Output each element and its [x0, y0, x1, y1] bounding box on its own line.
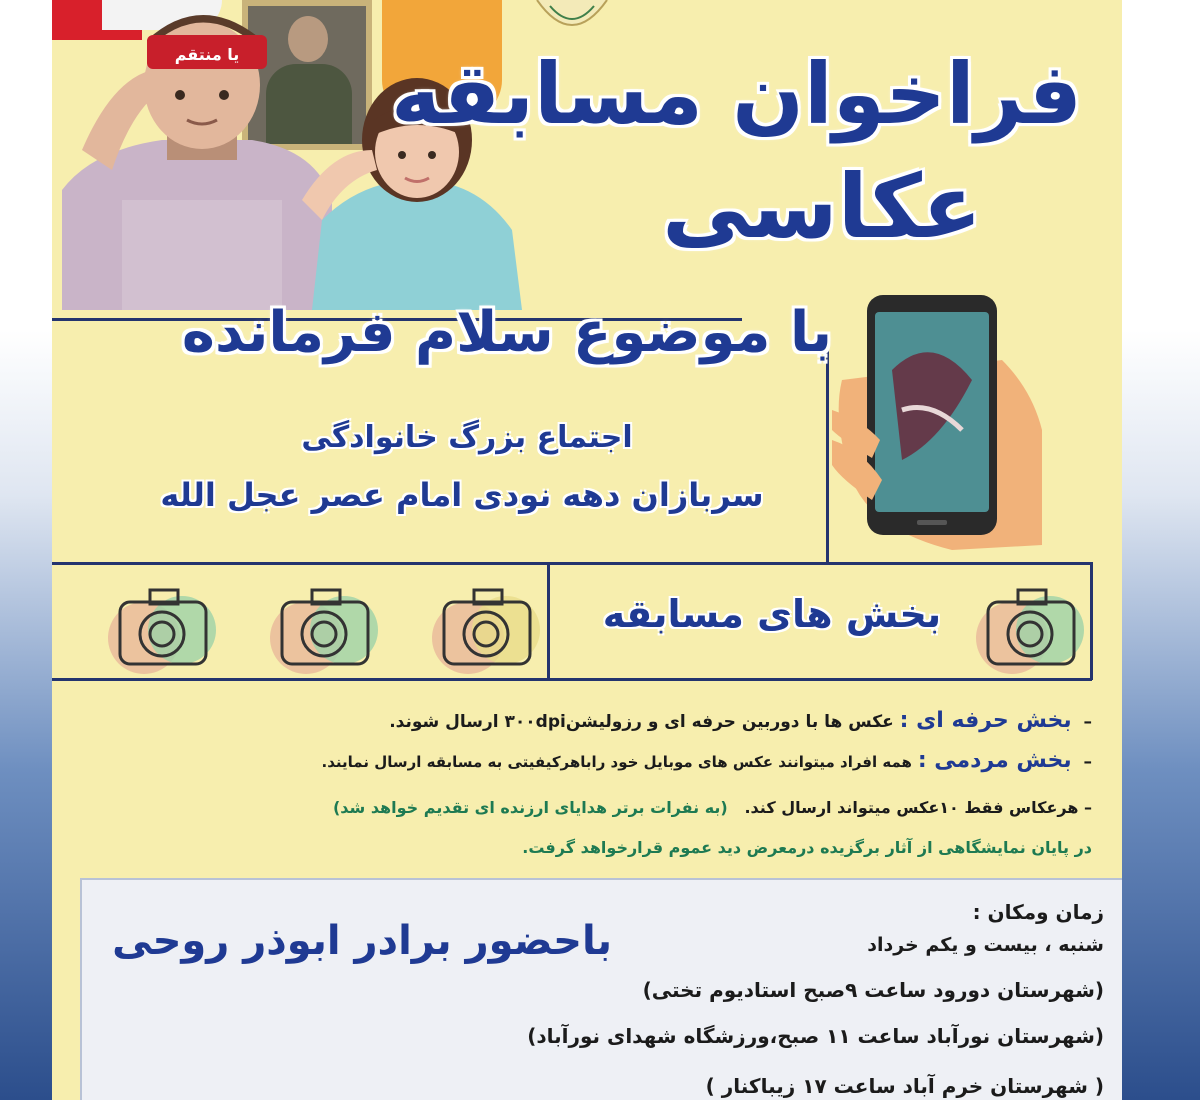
title-line-1: فراخوان مسابقه — [391, 45, 1082, 143]
event-line-2: سربازان دهه نودی امام عصر عجل الله — [160, 476, 764, 514]
public-text: همه افراد میتوانند عکس های موبایل خود راباهرکیفیتی به مسابقه ارسال نمایند. — [321, 753, 912, 771]
schedule-item-1: (شهرستان دورود ساعت ۹صبح استادیوم تختی) — [642, 978, 1104, 1002]
guest-text: باحضور برادر ابوذر روحی — [112, 918, 612, 964]
rule-professional — [389, 708, 1092, 733]
rule-dash: – — [1078, 798, 1092, 817]
professional-text: عکس ها با دوربین حرفه ای و رزولیشن۳۰۰dpi ارسال شوند. — [389, 712, 894, 732]
sections-heading: بخش های مسابقه — [602, 592, 942, 636]
public-label: بخش مردمی : — [917, 748, 1072, 773]
camera-icon — [426, 568, 546, 678]
prize-text: (به نفرات برتر هدایای ارزنده ای تقدیم خواهد شد) — [332, 798, 728, 817]
schedule-item-3: ( شهرستان خرم آباد ساعت ۱۷ زیباکنار ) — [705, 1074, 1104, 1098]
exhibition-text: در پایان نمایشگاهی از آثار برگزیده درمعرض دید عموم قرارخواهد گرفت. — [522, 838, 1092, 857]
rule-limit — [333, 798, 1092, 817]
rule-public — [322, 748, 1092, 773]
frame-line-right — [1090, 562, 1093, 680]
camera-icon — [264, 568, 384, 678]
title-line-2: عکاسی — [662, 155, 982, 258]
rule-dash: – — [1071, 712, 1092, 732]
schedule-label: زمان ومکان : — [972, 900, 1104, 924]
subject-title: با موضوع سلام فرمانده — [181, 300, 832, 365]
schedule-panel — [80, 878, 1122, 1100]
poster — [52, 0, 1122, 1100]
frame-line-mid — [52, 562, 1092, 565]
frame-line-low — [52, 678, 1092, 681]
schedule-date: شنبه ، بیست و یکم خرداد — [867, 934, 1104, 956]
limit-text: هرعکاس فقط ۱۰عکس میتواند ارسال کند. — [744, 798, 1079, 817]
frame-line-vert — [826, 350, 829, 564]
headband-text: یا منتقم — [174, 45, 240, 64]
frame-line-sep — [547, 564, 550, 678]
smartphone-in-hand-illustration — [832, 290, 1052, 560]
professional-label: بخش حرفه ای : — [899, 708, 1072, 733]
seal-emblem — [532, 0, 612, 40]
schedule-item-2: (شهرستان نورآباد ساعت ۱۱ صبح،ورزشگاه شهدای نورآباد) — [527, 1024, 1104, 1048]
camera-icon — [970, 568, 1090, 678]
rule-dash: – — [1071, 752, 1092, 772]
camera-icon — [102, 568, 222, 678]
event-line-1: اجتماع بزرگ خانوادگی — [301, 420, 633, 455]
